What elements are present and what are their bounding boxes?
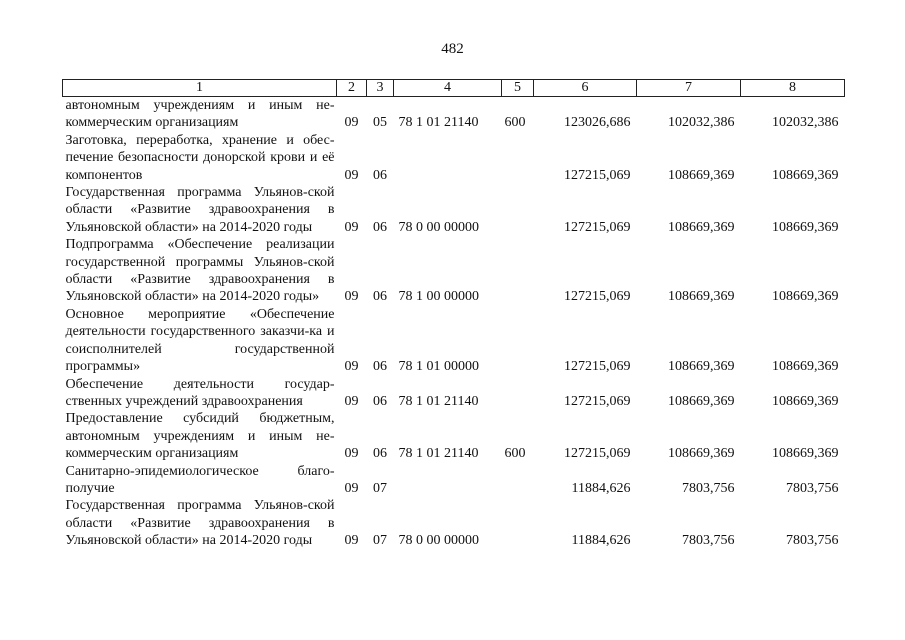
row-value-7: 7803,756 (682, 533, 735, 549)
table-row (63, 306, 845, 376)
row-expense-type (502, 463, 534, 498)
row-section: 09 (344, 533, 359, 549)
row-target-article: 78 1 01 21140 (398, 446, 479, 462)
row-name: Государственная программа Ульянов-ской области «Развитие здравоохранения в Ульяновской области» на 2014-2020 годы (65, 185, 335, 235)
row-value-7: 102032,386 (668, 115, 735, 131)
row-section: 09 (344, 480, 359, 496)
table-header-row (63, 80, 845, 97)
row-value-8: 108669,369 (772, 167, 839, 183)
budget-table (62, 79, 845, 550)
table-row (63, 97, 845, 132)
row-subsection: 06 (373, 359, 387, 375)
row-section: 09 (344, 219, 359, 235)
row-value-7: 108669,369 (668, 289, 735, 305)
table-row (63, 497, 845, 549)
row-section: 09 (344, 289, 359, 305)
row-name: автономным учреждениям и иным не-коммерческим организациям (65, 98, 335, 131)
row-subsection: 06 (373, 289, 387, 305)
row-target-article: 78 0 00 00000 (398, 219, 479, 235)
row-name: Предоставление субсидий бюджетным, автономным учреждениям и иным не-коммерческим организациям (65, 411, 335, 462)
row-subsection: 06 (373, 446, 387, 462)
row-expense-type (502, 236, 534, 306)
row-subsection: 05 (373, 115, 387, 131)
table-row (63, 463, 845, 498)
row-value-6: 127215,069 (564, 219, 631, 235)
row-target-article: 78 1 00 00000 (398, 289, 479, 305)
row-value-6: 127215,069 (564, 393, 631, 409)
header-col-6: 6 (534, 80, 637, 97)
row-value-8: 7803,756 (786, 533, 839, 549)
row-subsection: 07 (373, 480, 387, 496)
row-value-7: 108669,369 (668, 359, 735, 375)
row-section: 09 (344, 446, 359, 462)
table-row (63, 376, 845, 411)
row-subsection: 07 (373, 533, 387, 549)
row-subsection: 06 (373, 393, 387, 409)
row-name: Основное мероприятие «Обеспечение деятельности государственного заказчи-ка и соисполнителей государственной программы» (65, 306, 335, 375)
row-value-8: 108669,369 (772, 219, 839, 235)
header-col-5: 5 (502, 80, 534, 97)
row-section: 09 (344, 359, 359, 375)
row-value-6: 127215,069 (564, 167, 631, 183)
header-col-3: 3 (367, 80, 394, 97)
row-value-8: 108669,369 (772, 446, 839, 462)
row-section: 09 (344, 115, 359, 131)
row-value-8: 7803,756 (786, 480, 839, 496)
table-row (63, 184, 845, 236)
row-name: Подпрограмма «Обеспечение реализации государственной программы Ульянов-ской области «Развитие здравоохранения в Ульяновской области» на 2014-2020 годы» (65, 237, 335, 305)
row-name: Обеспечение деятельности государ-ственных учреждений здравоохранения (65, 376, 335, 409)
row-value-6: 127215,069 (564, 446, 631, 462)
page-number: 482 (441, 41, 464, 57)
row-expense-type (502, 376, 534, 411)
row-expense-type: 600 (504, 115, 526, 131)
row-value-6: 127215,069 (564, 289, 631, 305)
row-value-7: 108669,369 (668, 393, 735, 409)
row-value-6: 11884,626 (571, 480, 631, 496)
row-value-6: 123026,686 (564, 115, 631, 131)
table-row (63, 236, 845, 306)
row-value-6: 127215,069 (564, 359, 631, 375)
row-target-article: 78 0 00 00000 (398, 533, 479, 549)
header-col-1: 1 (63, 80, 337, 97)
row-value-6: 11884,626 (571, 533, 631, 549)
row-value-7: 7803,756 (682, 480, 735, 496)
row-expense-type (502, 497, 534, 549)
row-expense-type (502, 306, 534, 376)
row-section: 09 (344, 393, 359, 409)
table-row (63, 410, 845, 462)
row-target-article: 78 1 01 21140 (398, 393, 479, 409)
row-target-article (394, 463, 502, 498)
header-col-4: 4 (394, 80, 502, 97)
row-name: Государственная программа Ульянов-ской области «Развитие здравоохранения в Ульяновской области» на 2014-2020 годы (65, 498, 335, 549)
row-subsection: 06 (373, 167, 387, 183)
row-expense-type: 600 (504, 446, 526, 462)
row-expense-type (502, 184, 534, 236)
row-target-article: 78 1 01 21140 (398, 115, 479, 131)
row-value-7: 108669,369 (668, 446, 735, 462)
header-col-2: 2 (337, 80, 367, 97)
row-target-article: 78 1 01 00000 (398, 359, 479, 375)
row-value-7: 108669,369 (668, 219, 735, 235)
header-col-8: 8 (741, 80, 845, 97)
row-value-8: 102032,386 (772, 115, 839, 131)
header-col-7: 7 (637, 80, 741, 97)
row-section: 09 (344, 167, 359, 183)
row-value-8: 108669,369 (772, 359, 839, 375)
row-value-8: 108669,369 (772, 393, 839, 409)
row-subsection: 06 (373, 219, 387, 235)
table-row (63, 132, 845, 184)
row-value-7: 108669,369 (668, 167, 735, 183)
row-name: Заготовка, переработка, хранение и обес-печение безопасности донорской крови и её компонентов (65, 132, 335, 183)
row-name: Санитарно-эпидемиологическое благо-получие (65, 463, 335, 496)
row-value-8: 108669,369 (772, 289, 839, 305)
row-expense-type (502, 132, 534, 184)
row-target-article (394, 132, 502, 184)
